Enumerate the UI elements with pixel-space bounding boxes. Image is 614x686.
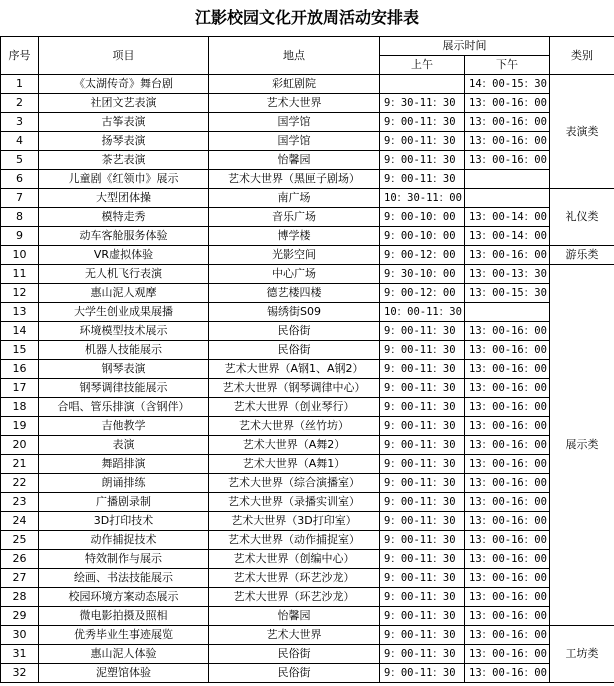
row-item: 茶艺表演 xyxy=(39,151,209,170)
row-time-am: 9：00-11：30 xyxy=(380,113,465,132)
row-time-am: 9：00-11：30 xyxy=(380,531,465,550)
table-body xyxy=(1,75,614,683)
row-time-am: 9：00-12：00 xyxy=(380,246,465,265)
row-item: 模特走秀 xyxy=(39,208,209,227)
row-item: 大学生创业成果展播 xyxy=(39,303,209,322)
row-time-am: 9：30-10：00 xyxy=(380,265,465,284)
table-row xyxy=(1,645,614,664)
row-time-pm: 14：00-15：30 xyxy=(465,75,550,94)
row-item: 钢琴调律技能展示 xyxy=(39,379,209,398)
row-time-am: 9：00-11：30 xyxy=(380,550,465,569)
row-time-pm: 13：00-16：00 xyxy=(465,607,550,626)
header-am: 上午 xyxy=(380,56,465,75)
row-time-am: 9：00-11：30 xyxy=(380,379,465,398)
row-time-am: 10：00-11：30 xyxy=(380,303,465,322)
row-time-pm: 13：00-13：30 xyxy=(465,265,550,284)
table-row xyxy=(1,569,614,588)
row-time-pm xyxy=(465,303,550,322)
row-place: 中心广场 xyxy=(209,265,380,284)
row-place: 民俗街 xyxy=(209,341,380,360)
row-item: 无人机飞行表演 xyxy=(39,265,209,284)
row-item: 环境模型技术展示 xyxy=(39,322,209,341)
row-item: 舞蹈排演 xyxy=(39,455,209,474)
row-category: 工坊类 xyxy=(550,626,614,683)
row-place: 艺术大世界（丝竹坊） xyxy=(209,417,380,436)
table-row xyxy=(1,303,614,322)
row-time-am: 9：00-11：30 xyxy=(380,455,465,474)
row-item: 表演 xyxy=(39,436,209,455)
row-place: 艺术大世界（环艺沙龙） xyxy=(209,588,380,607)
row-time-am xyxy=(380,75,465,94)
row-item: 朗诵排练 xyxy=(39,474,209,493)
row-item: 社团文艺表演 xyxy=(39,94,209,113)
row-number: 28 xyxy=(1,588,39,607)
row-item: 机器人技能展示 xyxy=(39,341,209,360)
row-time-pm: 13：00-16：00 xyxy=(465,94,550,113)
row-time-pm: 13：00-16：00 xyxy=(465,360,550,379)
row-place: 国学馆 xyxy=(209,113,380,132)
row-time-am: 9：30-11：30 xyxy=(380,94,465,113)
row-time-pm: 13：00-16：00 xyxy=(465,645,550,664)
row-number: 10 xyxy=(1,246,39,265)
row-place: 民俗街 xyxy=(209,664,380,683)
row-item: 扬琴表演 xyxy=(39,132,209,151)
row-time-am: 9：00-11：30 xyxy=(380,360,465,379)
row-item: 惠山泥人观摩 xyxy=(39,284,209,303)
row-item: 钢琴表演 xyxy=(39,360,209,379)
row-time-pm: 13：00-16：00 xyxy=(465,569,550,588)
row-place: 光影空间 xyxy=(209,246,380,265)
row-time-pm: 13：00-16：00 xyxy=(465,588,550,607)
row-time-pm: 13：00-16：00 xyxy=(465,550,550,569)
row-time-am: 9：00-11：30 xyxy=(380,341,465,360)
table-row xyxy=(1,132,614,151)
row-place: 艺术大世界（A舞2） xyxy=(209,436,380,455)
row-number: 18 xyxy=(1,398,39,417)
row-item: 微电影拍摄及照相 xyxy=(39,607,209,626)
table-row xyxy=(1,246,614,265)
table-row xyxy=(1,94,614,113)
row-time-am: 9：00-11：30 xyxy=(380,417,465,436)
row-number: 30 xyxy=(1,626,39,645)
table-row xyxy=(1,208,614,227)
row-place: 艺术大世界（3D打印室） xyxy=(209,512,380,531)
row-time-pm: 13：00-16：00 xyxy=(465,436,550,455)
row-time-pm xyxy=(465,170,550,189)
row-time-pm: 13：00-16：00 xyxy=(465,455,550,474)
header-pm: 下午 xyxy=(465,56,550,75)
row-place: 南广场 xyxy=(209,189,380,208)
row-time-am: 9：00-11：30 xyxy=(380,322,465,341)
table-row xyxy=(1,607,614,626)
row-number: 5 xyxy=(1,151,39,170)
table-row xyxy=(1,75,614,94)
row-category: 表演类 xyxy=(550,75,614,189)
row-item: 吉他教学 xyxy=(39,417,209,436)
row-number: 24 xyxy=(1,512,39,531)
row-item: 绘画、书法技能展示 xyxy=(39,569,209,588)
row-place: 艺术大世界（黑匣子剧场） xyxy=(209,170,380,189)
row-number: 27 xyxy=(1,569,39,588)
row-item: 合唱、管乐排演（含钢伴） xyxy=(39,398,209,417)
row-place: 音乐广场 xyxy=(209,208,380,227)
row-place: 艺术大世界（A舞1） xyxy=(209,455,380,474)
row-time-pm: 13：00-16：00 xyxy=(465,113,550,132)
row-place: 怡馨园 xyxy=(209,151,380,170)
row-time-am: 9：00-11：30 xyxy=(380,607,465,626)
row-number: 25 xyxy=(1,531,39,550)
table-row xyxy=(1,436,614,455)
row-item: 儿童剧《红领巾》展示 xyxy=(39,170,209,189)
table-row xyxy=(1,626,614,645)
row-time-am: 9：00-11：30 xyxy=(380,569,465,588)
row-number: 17 xyxy=(1,379,39,398)
row-item: 古筝表演 xyxy=(39,113,209,132)
row-number: 16 xyxy=(1,360,39,379)
row-place: 国学馆 xyxy=(209,132,380,151)
table-row xyxy=(1,189,614,208)
row-number: 15 xyxy=(1,341,39,360)
table-row xyxy=(1,588,614,607)
row-number: 31 xyxy=(1,645,39,664)
header-seq: 序号 xyxy=(1,37,39,75)
row-number: 7 xyxy=(1,189,39,208)
row-time-pm: 13：00-16：00 xyxy=(465,474,550,493)
table-row xyxy=(1,417,614,436)
row-item: 动车客舱服务体验 xyxy=(39,227,209,246)
row-time-pm: 13：00-15：30 xyxy=(465,284,550,303)
row-time-pm: 13：00-14：00 xyxy=(465,227,550,246)
row-number: 8 xyxy=(1,208,39,227)
row-place: 民俗街 xyxy=(209,322,380,341)
table-row xyxy=(1,360,614,379)
row-item: 特效制作与展示 xyxy=(39,550,209,569)
row-time-am: 9：00-11：30 xyxy=(380,151,465,170)
row-time-pm: 13：00-16：00 xyxy=(465,531,550,550)
row-number: 13 xyxy=(1,303,39,322)
row-number: 9 xyxy=(1,227,39,246)
row-place: 博学楼 xyxy=(209,227,380,246)
row-place: 彩虹剧院 xyxy=(209,75,380,94)
row-time-pm: 13：00-14：00 xyxy=(465,208,550,227)
table-row xyxy=(1,284,614,303)
row-number: 20 xyxy=(1,436,39,455)
row-time-pm: 13：00-16：00 xyxy=(465,493,550,512)
row-number: 23 xyxy=(1,493,39,512)
row-time-pm: 13：00-16：00 xyxy=(465,132,550,151)
schedule-table xyxy=(0,36,614,683)
row-place: 锡绣街S09 xyxy=(209,303,380,322)
row-time-pm: 13：00-16：00 xyxy=(465,664,550,683)
row-time-pm: 13：00-16：00 xyxy=(465,322,550,341)
row-time-am: 9：00-11：30 xyxy=(380,132,465,151)
table-row xyxy=(1,550,614,569)
row-time-pm: 13：00-16：00 xyxy=(465,379,550,398)
row-category: 展示类 xyxy=(550,265,614,626)
header-place: 地点 xyxy=(209,37,380,75)
row-item: 3D打印技术 xyxy=(39,512,209,531)
table-row xyxy=(1,664,614,683)
table-row xyxy=(1,531,614,550)
row-time-am: 9：00-10：00 xyxy=(380,208,465,227)
row-place: 艺术大世界 xyxy=(209,94,380,113)
row-place: 艺术大世界（录播实训室） xyxy=(209,493,380,512)
page-title: 江影校园文化开放周活动安排表 xyxy=(194,8,419,27)
table-row xyxy=(1,455,614,474)
row-number: 19 xyxy=(1,417,39,436)
row-time-pm: 13：00-16：00 xyxy=(465,417,550,436)
row-category: 礼仪类 xyxy=(550,189,614,246)
row-place: 艺术大世界 xyxy=(209,626,380,645)
row-number: 6 xyxy=(1,170,39,189)
row-time-am: 9：00-11：30 xyxy=(380,626,465,645)
row-number: 21 xyxy=(1,455,39,474)
header-category: 类别 xyxy=(550,37,614,75)
row-item: 惠山泥人体验 xyxy=(39,645,209,664)
row-place: 民俗街 xyxy=(209,645,380,664)
row-number: 22 xyxy=(1,474,39,493)
row-number: 29 xyxy=(1,607,39,626)
row-time-pm: 13：00-16：00 xyxy=(465,341,550,360)
row-time-am: 9：00-11：30 xyxy=(380,512,465,531)
row-time-am: 9：00-11：30 xyxy=(380,493,465,512)
row-time-am: 9：00-11：30 xyxy=(380,398,465,417)
table-row xyxy=(1,493,614,512)
row-time-pm: 13：00-16：00 xyxy=(465,398,550,417)
table-row xyxy=(1,322,614,341)
row-item: VR虚拟体验 xyxy=(39,246,209,265)
header-row xyxy=(1,37,614,56)
row-time-am: 9：00-11：30 xyxy=(380,436,465,455)
table-row xyxy=(1,398,614,417)
row-time-am: 9：00-11：30 xyxy=(380,664,465,683)
row-time-am: 9：00-11：30 xyxy=(380,588,465,607)
row-time-am: 10：30-11：00 xyxy=(380,189,465,208)
row-item: 广播剧录制 xyxy=(39,493,209,512)
row-place: 艺术大世界（A钢1、A钢2） xyxy=(209,360,380,379)
row-item: 《太湖传奇》舞台剧 xyxy=(39,75,209,94)
row-time-am: 9：00-11：30 xyxy=(380,645,465,664)
row-place: 艺术大世界（环艺沙龙） xyxy=(209,569,380,588)
row-item: 校园环境方案动态展示 xyxy=(39,588,209,607)
row-number: 11 xyxy=(1,265,39,284)
row-time-am: 9：00-11：30 xyxy=(380,474,465,493)
table-row xyxy=(1,113,614,132)
table-row xyxy=(1,151,614,170)
row-number: 26 xyxy=(1,550,39,569)
row-place: 艺术大世界（动作捕捉室） xyxy=(209,531,380,550)
table-row xyxy=(1,474,614,493)
row-place: 艺术大世界（创业琴行） xyxy=(209,398,380,417)
row-time-pm xyxy=(465,189,550,208)
row-place: 艺术大世界（钢琴调律中心） xyxy=(209,379,380,398)
table-row xyxy=(1,265,614,284)
table-row xyxy=(1,227,614,246)
row-item: 优秀毕业生事迹展览 xyxy=(39,626,209,645)
row-item: 大型团体操 xyxy=(39,189,209,208)
row-time-am: 9：00-11：30 xyxy=(380,170,465,189)
row-number: 12 xyxy=(1,284,39,303)
row-place: 怡馨园 xyxy=(209,607,380,626)
table-row xyxy=(1,512,614,531)
row-item: 泥塑馆体验 xyxy=(39,664,209,683)
row-number: 1 xyxy=(1,75,39,94)
row-time-am: 9：00-12：00 xyxy=(380,284,465,303)
header-item: 项目 xyxy=(39,37,209,75)
row-time-pm: 13：00-16：00 xyxy=(465,512,550,531)
row-number: 3 xyxy=(1,113,39,132)
table-row xyxy=(1,170,614,189)
row-place: 艺术大世界（创编中心） xyxy=(209,550,380,569)
row-time-am: 9：00-10：00 xyxy=(380,227,465,246)
row-time-pm: 13：00-16：00 xyxy=(465,626,550,645)
row-number: 2 xyxy=(1,94,39,113)
row-category: 游乐类 xyxy=(550,246,614,265)
row-time-pm: 13：00-16：00 xyxy=(465,246,550,265)
row-number: 32 xyxy=(1,664,39,683)
row-time-pm: 13：00-16：00 xyxy=(465,151,550,170)
row-number: 4 xyxy=(1,132,39,151)
row-place: 艺术大世界（综合演播室） xyxy=(209,474,380,493)
header-time: 展示时间 xyxy=(380,37,550,56)
table-row xyxy=(1,379,614,398)
row-number: 14 xyxy=(1,322,39,341)
row-item: 动作捕捉技术 xyxy=(39,531,209,550)
table-row xyxy=(1,341,614,360)
row-place: 德艺楼四楼 xyxy=(209,284,380,303)
